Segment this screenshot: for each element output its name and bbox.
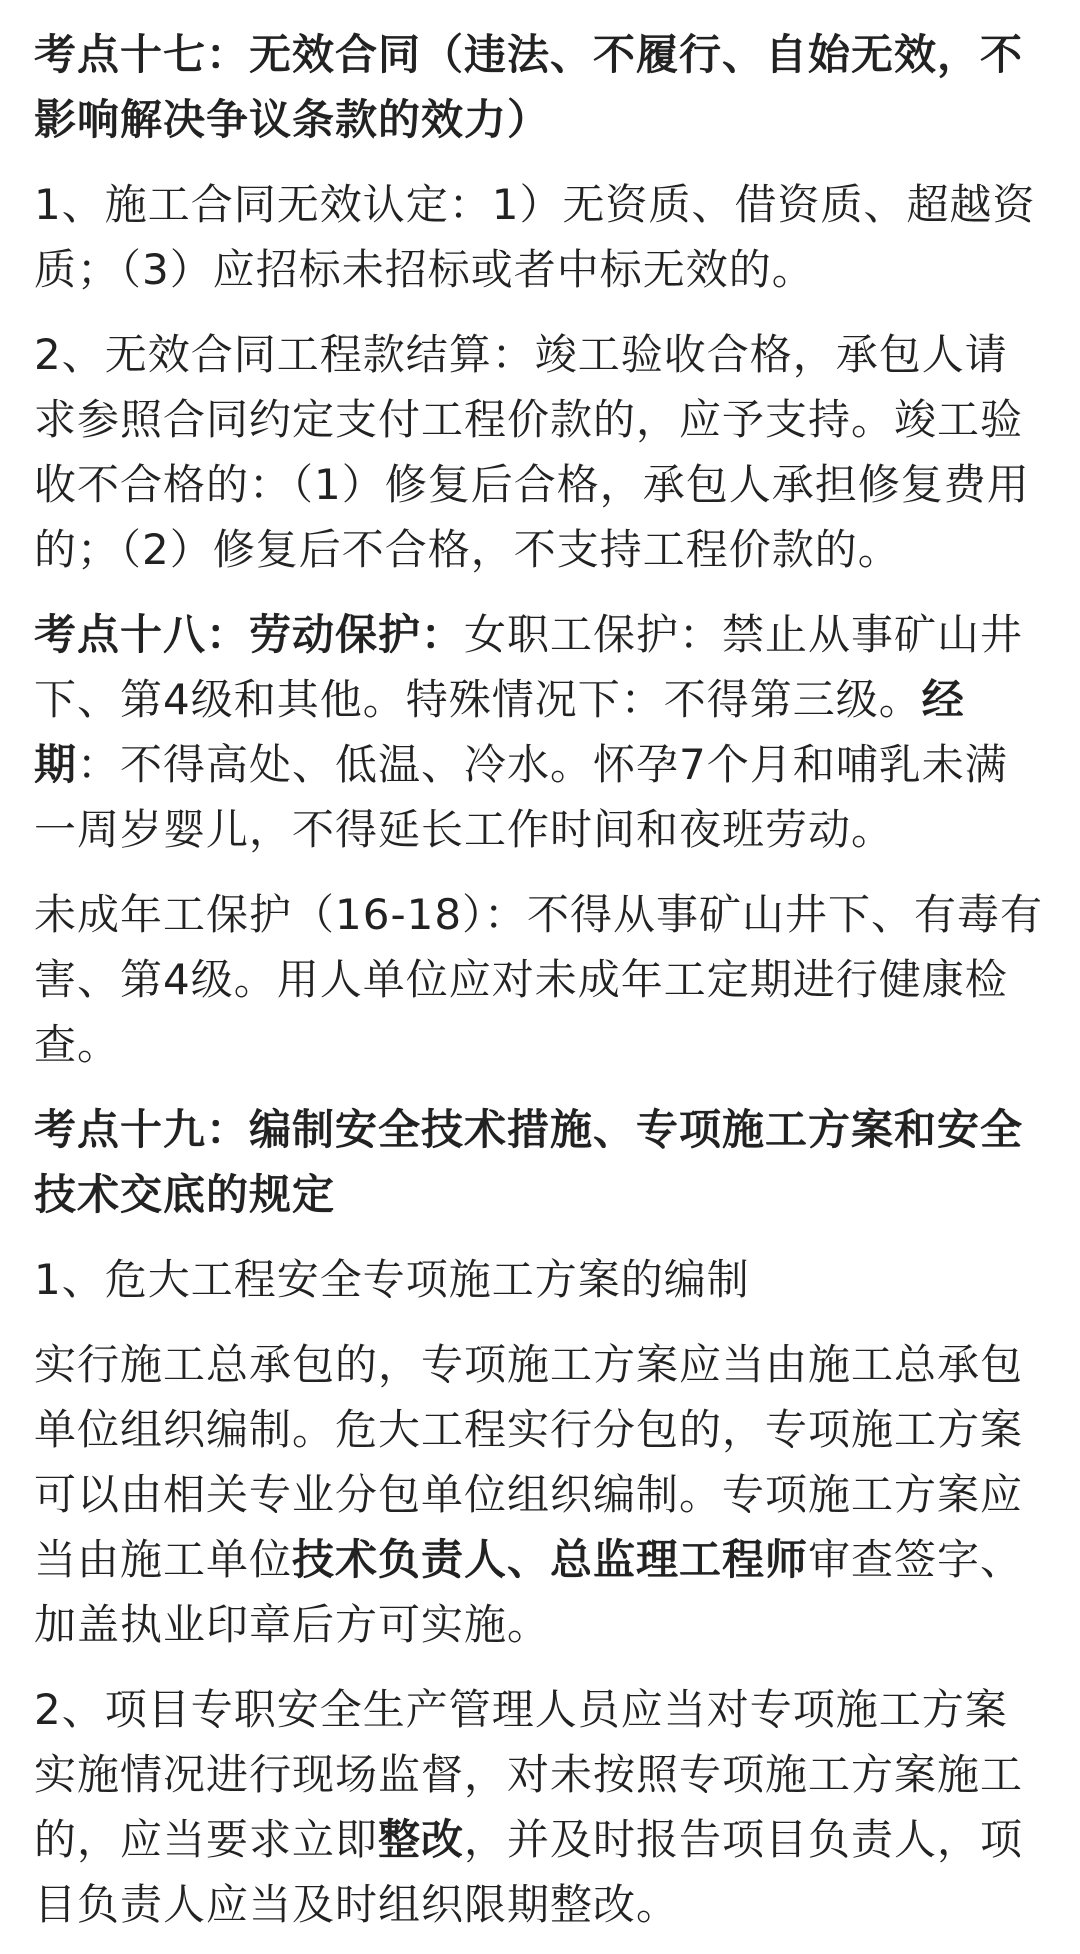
kp19-item2-bold-rectify: 整改 — [378, 1815, 465, 1864]
kp19-heading: 考点十九：编制安全技术措施、专项施工方案和安全技术交底的规定 — [34, 1105, 1024, 1219]
kp19-bold-reviewers: 技术负责人、总监理工程师 — [292, 1535, 809, 1584]
kp19-item2-text-2: ，并及时报告项目负责人，项目负责人应当及时组织限期整改。 — [34, 1815, 1024, 1929]
kp19-item-2 — [34, 1677, 1050, 1937]
kp19-item2-text-1: 2、项目专职安全生产管理人员应当对专项施工方案实施情况进行现场监督，对未按照专项施工方案施工的，应当要求立即 — [34, 1685, 1024, 1864]
kp18-topic: 劳动保护： — [249, 610, 465, 659]
kp19-paragraph — [34, 1332, 1050, 1657]
kp18-label: 考点十八： — [34, 610, 250, 659]
kp19-text-1: 实行施工总承包的，专项施工方案应当由施工总承包单位组织编制。危大工程实行分包的，专项施工方案可以由相关专业分包单位组织编制。专项施工方案应当由施工单位 — [34, 1340, 1024, 1584]
kp18-minor-protection: 未成年工保护（16-18）：不得从事矿山井下、有毒有害、第4级。用人单位应对未成年工定期进行健康检查。 — [34, 890, 1044, 1069]
kp17-heading: 考点十七：无效合同（违法、不履行、自始无效，不影响解决争议条款的效力） — [34, 30, 1024, 144]
kp18-text-1: 女职工保护：禁止从事矿山井下、第4级和其他。特殊情况下：不得第三级。 — [34, 610, 1024, 724]
kp17-item-1: 1、施工合同无效认定：1）无资质、借资质、超越资质；（3）应招标未招标或者中标无效的。 — [34, 180, 1036, 294]
kp18-period-label: 经期 — [34, 675, 965, 789]
kp17-item-2: 2、无效合同工程款结算：竣工验收合格，承包人请求参照合同约定支付工程价款的，应予支持。竣工验收不合格的：（1）修复后合格，承包人承担修复费用的；（2）修复后不合格，不支持工程价款的。 — [34, 330, 1030, 574]
kp18-text-2: ：不得高处、低温、冷水。怀孕7个月和哺乳未满一周岁婴儿，不得延长工作时间和夜班劳动。 — [34, 740, 1008, 854]
kp19-item-1: 1、危大工程安全专项施工方案的编制 — [34, 1255, 750, 1304]
kp18-paragraph — [34, 602, 1050, 862]
kp19-text-2: 审查签字、加盖执业印章后方可实施。 — [34, 1535, 1024, 1649]
